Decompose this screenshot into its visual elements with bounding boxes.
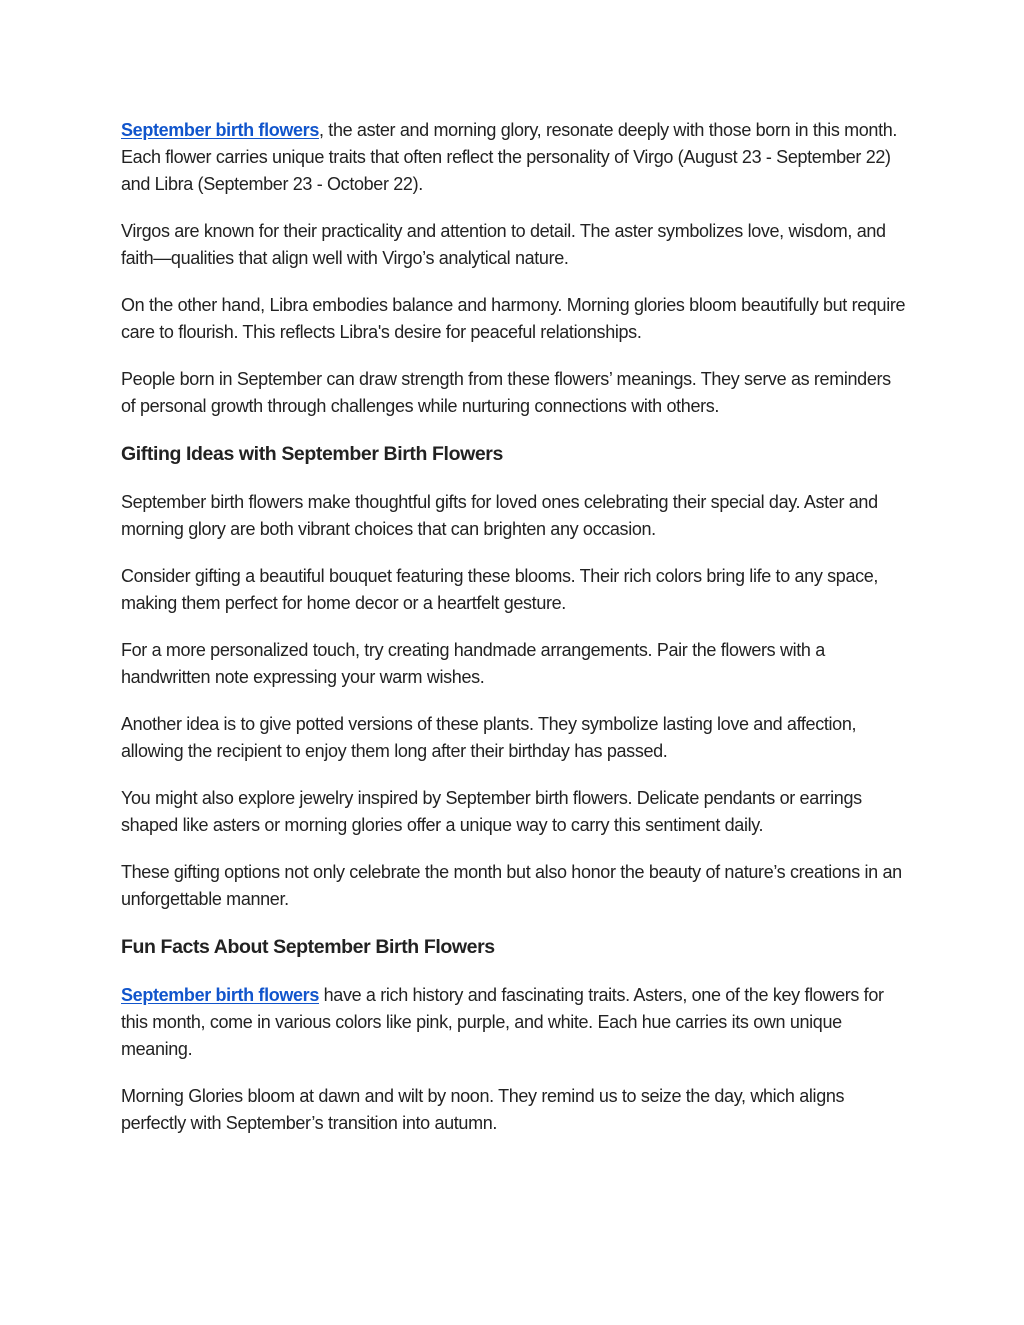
libra-paragraph: On the other hand, Libra embodies balance and harmony. Morning glories bloom beautifully but require care to flourish. This reflects Libra's desire for peaceful relationships. <box>121 295 906 342</box>
strength-paragraph: People born in September can draw strength from these flowers’ meanings. They serve as reminders of personal growth through challenges while nurturing connections with others. <box>121 369 891 416</box>
fun-facts-section <box>121 933 906 1137</box>
gifting-conclusion-paragraph: These gifting options not only celebrate the month but also honor the beauty of nature’s creations in an unforgettable manner. <box>121 862 902 909</box>
paragraph-text: have a rich history and fascinating traits. Asters, one of the key flowers for this month, come in various colors like pink, purple, and white. Each hue carries its own unique meaning. <box>121 985 884 1059</box>
arrangement-paragraph: For a more personalized touch, try creating handmade arrangements. Pair the flowers with a handwritten note expressing your warm wishes. <box>121 640 825 687</box>
virgo-paragraph: Virgos are known for their practicality and attention to detail. The aster symbolizes love, wisdom, and faith—qualities that align well with Virgo’s analytical nature. <box>121 221 886 268</box>
intro-paragraph <box>121 117 906 198</box>
september-birth-flowers-link[interactable]: September birth flowers <box>121 120 319 140</box>
paragraph-text: , the aster and morning glory, resonate deeply with those born in this month. Each flower carries unique traits that often reflect the personality of Virgo (August 23 - September 22) and Libra (September 23 - October 22). <box>121 120 898 194</box>
gifting-section <box>121 440 906 913</box>
asters-paragraph <box>121 982 906 1063</box>
september-birth-flowers-link[interactable]: September birth flowers <box>121 985 319 1005</box>
gifting-heading: Gifting Ideas with September Birth Flowers <box>121 443 503 465</box>
gifting-paragraph: September birth flowers make thoughtful gifts for loved ones celebrating their special day. Aster and morning glory are both vibrant choices that can brighten any occasion. <box>121 492 878 539</box>
jewelry-paragraph: You might also explore jewelry inspired by September birth flowers. Delicate pendants or earrings shaped like asters or morning glories offer a unique way to carry this sentiment daily. <box>121 788 862 835</box>
morning-glories-paragraph: Morning Glories bloom at dawn and wilt by noon. They remind us to seize the day, which aligns perfectly with September’s transition into autumn. <box>121 1086 845 1133</box>
document-body <box>121 117 906 1157</box>
fun-facts-heading: Fun Facts About September Birth Flowers <box>121 936 495 958</box>
potted-paragraph: Another idea is to give potted versions of these plants. They symbolize lasting love and affection, allowing the recipient to enjoy them long after their birthday has passed. <box>121 714 857 761</box>
bouquet-paragraph: Consider gifting a beautiful bouquet featuring these blooms. Their rich colors bring life to any space, making them perfect for home decor or a heartfelt gesture. <box>121 566 879 613</box>
intro-section <box>121 117 906 420</box>
